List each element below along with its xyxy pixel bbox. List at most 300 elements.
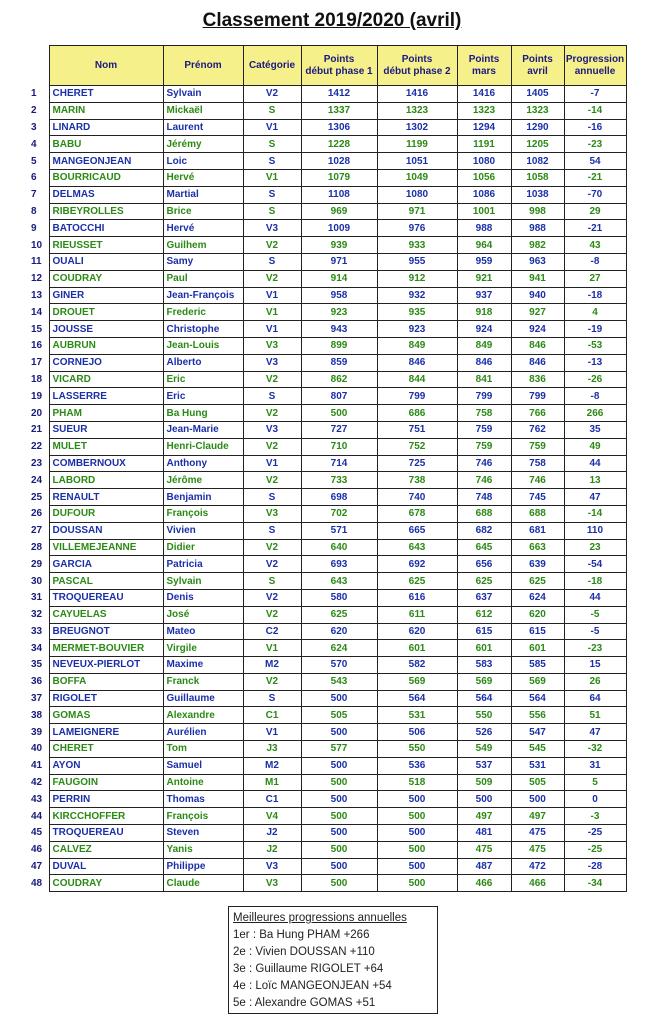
col-header-points-mars: Points mars bbox=[457, 46, 511, 86]
table-row bbox=[27, 321, 626, 338]
col-header-nom: Nom bbox=[49, 46, 163, 86]
points-phase2-cell: 601 bbox=[377, 640, 457, 657]
points-phase1-cell: 693 bbox=[301, 556, 377, 573]
table-row bbox=[27, 421, 626, 438]
categorie-cell: J2 bbox=[243, 825, 301, 842]
points-avril-cell: 681 bbox=[511, 522, 564, 539]
points-avril-cell: 963 bbox=[511, 253, 564, 270]
points-phase2-cell: 932 bbox=[377, 287, 457, 304]
points-mars-cell: 1080 bbox=[457, 153, 511, 170]
col-header-points-phase1: Points début phase 1 bbox=[301, 46, 377, 86]
nom-cell: LAMEIGNERE bbox=[49, 724, 163, 741]
progression-cell: 44 bbox=[564, 589, 626, 606]
points-phase2-cell: 1416 bbox=[377, 86, 457, 103]
prenom-cell: Sylvain bbox=[163, 573, 243, 590]
categorie-cell: V3 bbox=[243, 337, 301, 354]
rank-cell: 29 bbox=[31, 558, 43, 570]
points-phase1-cell: 1009 bbox=[301, 220, 377, 237]
categorie-cell: V3 bbox=[243, 858, 301, 875]
rank-cell: 43 bbox=[31, 793, 43, 805]
nom-cell: MULET bbox=[49, 438, 163, 455]
progression-cell: -53 bbox=[564, 337, 626, 354]
points-avril-cell: 615 bbox=[511, 623, 564, 640]
points-mars-cell: 645 bbox=[457, 539, 511, 556]
points-phase1-cell: 899 bbox=[301, 337, 377, 354]
points-phase1-cell: 714 bbox=[301, 455, 377, 472]
points-mars-cell: 475 bbox=[457, 841, 511, 858]
table-row bbox=[27, 724, 626, 741]
points-mars-cell: 846 bbox=[457, 354, 511, 371]
prenom-cell: Jean-François bbox=[163, 287, 243, 304]
prenom-cell: Hervé bbox=[163, 169, 243, 186]
table-row bbox=[27, 354, 626, 371]
points-phase1-cell: 1412 bbox=[301, 86, 377, 103]
table-row bbox=[27, 573, 626, 590]
prenom-cell: Antoine bbox=[163, 774, 243, 791]
points-phase2-cell: 582 bbox=[377, 657, 457, 674]
points-mars-cell: 849 bbox=[457, 337, 511, 354]
table-row bbox=[27, 455, 626, 472]
rank-cell: 44 bbox=[31, 810, 43, 822]
rank-cell: 35 bbox=[31, 659, 43, 671]
points-phase1-cell: 1228 bbox=[301, 136, 377, 153]
rank-cell: 37 bbox=[31, 693, 43, 705]
points-phase1-cell: 923 bbox=[301, 304, 377, 321]
points-avril-cell: 545 bbox=[511, 741, 564, 758]
table-row bbox=[27, 102, 626, 119]
points-phase1-cell: 543 bbox=[301, 673, 377, 690]
points-phase1-cell: 500 bbox=[301, 724, 377, 741]
nom-cell: BOURRICAUD bbox=[49, 169, 163, 186]
rank-cell: 47 bbox=[31, 861, 43, 873]
categorie-cell: V2 bbox=[243, 270, 301, 287]
points-mars-cell: 746 bbox=[457, 472, 511, 489]
categorie-cell: V4 bbox=[243, 808, 301, 825]
nom-cell: TROQUEREAU bbox=[49, 589, 163, 606]
rank-cell: 33 bbox=[31, 625, 43, 637]
nom-cell: COMBERNOUX bbox=[49, 455, 163, 472]
points-avril-cell: 620 bbox=[511, 606, 564, 623]
progression-cell: -8 bbox=[564, 388, 626, 405]
points-avril-cell: 940 bbox=[511, 287, 564, 304]
nom-cell: LINARD bbox=[49, 119, 163, 136]
points-avril-cell: 1038 bbox=[511, 186, 564, 203]
table-row bbox=[27, 169, 626, 186]
points-phase1-cell: 1306 bbox=[301, 119, 377, 136]
points-mars-cell: 1191 bbox=[457, 136, 511, 153]
categorie-cell: C1 bbox=[243, 707, 301, 724]
rank-cell: 22 bbox=[31, 441, 43, 453]
points-avril-cell: 762 bbox=[511, 421, 564, 438]
points-phase1-cell: 971 bbox=[301, 253, 377, 270]
progression-cell: -21 bbox=[564, 220, 626, 237]
points-mars-cell: 615 bbox=[457, 623, 511, 640]
categorie-cell: V2 bbox=[243, 438, 301, 455]
nom-cell: RIBEYROLLES bbox=[49, 203, 163, 220]
rank-cell: 45 bbox=[31, 827, 43, 839]
points-phase1-cell: 643 bbox=[301, 573, 377, 590]
points-mars-cell: 1086 bbox=[457, 186, 511, 203]
categorie-cell: M2 bbox=[243, 657, 301, 674]
progression-cell: 4 bbox=[564, 304, 626, 321]
points-phase2-cell: 550 bbox=[377, 741, 457, 758]
categorie-cell: V3 bbox=[243, 875, 301, 892]
points-phase1-cell: 500 bbox=[301, 690, 377, 707]
prenom-cell: Thomas bbox=[163, 791, 243, 808]
categorie-cell: V2 bbox=[243, 673, 301, 690]
table-row bbox=[27, 371, 626, 388]
points-phase1-cell: 500 bbox=[301, 808, 377, 825]
points-avril-cell: 746 bbox=[511, 472, 564, 489]
table-row bbox=[27, 825, 626, 842]
points-avril-cell: 500 bbox=[511, 791, 564, 808]
points-phase1-cell: 702 bbox=[301, 505, 377, 522]
nom-cell: TROQUEREAU bbox=[49, 825, 163, 842]
points-phase1-cell: 807 bbox=[301, 388, 377, 405]
categorie-cell: V2 bbox=[243, 539, 301, 556]
prenom-cell: Guillaume bbox=[163, 690, 243, 707]
points-phase1-cell: 580 bbox=[301, 589, 377, 606]
points-phase2-cell: 752 bbox=[377, 438, 457, 455]
rank-cell: 30 bbox=[31, 575, 43, 587]
progression-cell: 13 bbox=[564, 472, 626, 489]
progression-cell: -28 bbox=[564, 858, 626, 875]
points-mars-cell: 924 bbox=[457, 321, 511, 338]
prenom-cell: Ba Hung bbox=[163, 405, 243, 422]
progression-cell: -34 bbox=[564, 875, 626, 892]
rank-cell: 16 bbox=[31, 340, 43, 352]
nom-cell: BREUGNOT bbox=[49, 623, 163, 640]
points-mars-cell: 637 bbox=[457, 589, 511, 606]
points-phase1-cell: 500 bbox=[301, 774, 377, 791]
nom-cell: PERRIN bbox=[49, 791, 163, 808]
points-phase1-cell: 943 bbox=[301, 321, 377, 338]
points-phase2-cell: 799 bbox=[377, 388, 457, 405]
points-mars-cell: 656 bbox=[457, 556, 511, 573]
points-avril-cell: 564 bbox=[511, 690, 564, 707]
points-mars-cell: 549 bbox=[457, 741, 511, 758]
points-phase1-cell: 733 bbox=[301, 472, 377, 489]
categorie-cell: V2 bbox=[243, 556, 301, 573]
nom-cell: JOUSSE bbox=[49, 321, 163, 338]
col-header-points-avril: Points avril bbox=[511, 46, 564, 86]
points-avril-cell: 639 bbox=[511, 556, 564, 573]
prenom-cell: Yanis bbox=[163, 841, 243, 858]
points-phase2-cell: 686 bbox=[377, 405, 457, 422]
points-avril-cell: 569 bbox=[511, 673, 564, 690]
table-row bbox=[27, 86, 626, 103]
rank-cell: 2 bbox=[31, 105, 37, 117]
points-mars-cell: 466 bbox=[457, 875, 511, 892]
rank-cell: 31 bbox=[31, 592, 43, 604]
prenom-cell: Virgile bbox=[163, 640, 243, 657]
points-phase2-cell: 844 bbox=[377, 371, 457, 388]
prenom-cell: François bbox=[163, 808, 243, 825]
prenom-cell: Anthony bbox=[163, 455, 243, 472]
nom-cell: OUALI bbox=[49, 253, 163, 270]
points-phase2-cell: 500 bbox=[377, 875, 457, 892]
points-mars-cell: 964 bbox=[457, 237, 511, 254]
points-mars-cell: 1056 bbox=[457, 169, 511, 186]
categorie-cell: S bbox=[243, 522, 301, 539]
prenom-cell: Laurent bbox=[163, 119, 243, 136]
nom-cell: BATOCCHI bbox=[49, 220, 163, 237]
progression-cell: 23 bbox=[564, 539, 626, 556]
categorie-cell: V2 bbox=[243, 86, 301, 103]
nom-cell: RIEUSSET bbox=[49, 237, 163, 254]
nom-cell: COUDRAY bbox=[49, 270, 163, 287]
progression-cell: -5 bbox=[564, 606, 626, 623]
nom-cell: GINER bbox=[49, 287, 163, 304]
header-row bbox=[27, 46, 626, 86]
nom-cell: CHERET bbox=[49, 741, 163, 758]
progression-cell: -5 bbox=[564, 623, 626, 640]
points-avril-cell: 556 bbox=[511, 707, 564, 724]
points-avril-cell: 998 bbox=[511, 203, 564, 220]
rank-cell: 38 bbox=[31, 709, 43, 721]
points-phase2-cell: 1049 bbox=[377, 169, 457, 186]
prenom-cell: Guilhem bbox=[163, 237, 243, 254]
prenom-cell: Frederic bbox=[163, 304, 243, 321]
points-phase1-cell: 620 bbox=[301, 623, 377, 640]
progression-cell: -19 bbox=[564, 321, 626, 338]
points-phase2-cell: 506 bbox=[377, 724, 457, 741]
points-phase1-cell: 862 bbox=[301, 371, 377, 388]
points-avril-cell: 497 bbox=[511, 808, 564, 825]
points-mars-cell: 601 bbox=[457, 640, 511, 657]
points-avril-cell: 505 bbox=[511, 774, 564, 791]
categorie-cell: J2 bbox=[243, 841, 301, 858]
nom-cell: SUEUR bbox=[49, 421, 163, 438]
progression-cell: -7 bbox=[564, 86, 626, 103]
points-avril-cell: 1058 bbox=[511, 169, 564, 186]
categorie-cell: V2 bbox=[243, 371, 301, 388]
points-phase2-cell: 500 bbox=[377, 791, 457, 808]
prenom-cell: Alberto bbox=[163, 354, 243, 371]
points-phase2-cell: 500 bbox=[377, 825, 457, 842]
points-phase2-cell: 923 bbox=[377, 321, 457, 338]
rank-cell: 1 bbox=[31, 88, 37, 100]
points-mars-cell: 758 bbox=[457, 405, 511, 422]
categorie-cell: C1 bbox=[243, 791, 301, 808]
best-progressions-title: Meilleures progressions annuelles bbox=[233, 912, 407, 924]
rank-cell: 4 bbox=[31, 138, 37, 150]
rank-cell: 15 bbox=[31, 323, 43, 335]
prenom-cell: Jean-Marie bbox=[163, 421, 243, 438]
rank-cell: 17 bbox=[31, 357, 43, 369]
prenom-cell: Mateo bbox=[163, 623, 243, 640]
points-phase1-cell: 625 bbox=[301, 606, 377, 623]
progression-cell: 31 bbox=[564, 757, 626, 774]
progression-cell: -23 bbox=[564, 640, 626, 657]
categorie-cell: S bbox=[243, 690, 301, 707]
table-row bbox=[27, 405, 626, 422]
categorie-cell: V1 bbox=[243, 321, 301, 338]
nom-cell: DROUET bbox=[49, 304, 163, 321]
prenom-cell: Brice bbox=[163, 203, 243, 220]
points-avril-cell: 1290 bbox=[511, 119, 564, 136]
prenom-cell: Claude bbox=[163, 875, 243, 892]
prenom-cell: Maxime bbox=[163, 657, 243, 674]
categorie-cell: V1 bbox=[243, 287, 301, 304]
points-avril-cell: 1205 bbox=[511, 136, 564, 153]
progression-cell: -8 bbox=[564, 253, 626, 270]
table-row bbox=[27, 337, 626, 354]
col-header-points-phase2: Points début phase 2 bbox=[377, 46, 457, 86]
progression-cell: 15 bbox=[564, 657, 626, 674]
nom-cell: DUVAL bbox=[49, 858, 163, 875]
points-phase2-cell: 1051 bbox=[377, 153, 457, 170]
table-row bbox=[27, 791, 626, 808]
points-avril-cell: 982 bbox=[511, 237, 564, 254]
categorie-cell: V2 bbox=[243, 606, 301, 623]
nom-cell: RENAULT bbox=[49, 489, 163, 506]
best-progression-line: 1er : Ba Hung PHAM +266 bbox=[233, 929, 370, 941]
table-row bbox=[27, 119, 626, 136]
progression-cell: -25 bbox=[564, 825, 626, 842]
best-progression-line: 2e : Vivien DOUSSAN +110 bbox=[233, 946, 375, 958]
nom-cell: LABORD bbox=[49, 472, 163, 489]
points-phase2-cell: 971 bbox=[377, 203, 457, 220]
nom-cell: VICARD bbox=[49, 371, 163, 388]
points-mars-cell: 799 bbox=[457, 388, 511, 405]
categorie-cell: V3 bbox=[243, 421, 301, 438]
rank-cell: 27 bbox=[31, 525, 43, 537]
points-mars-cell: 988 bbox=[457, 220, 511, 237]
categorie-cell: M1 bbox=[243, 774, 301, 791]
points-mars-cell: 688 bbox=[457, 505, 511, 522]
progression-cell: -70 bbox=[564, 186, 626, 203]
points-phase2-cell: 536 bbox=[377, 757, 457, 774]
rank-cell: 36 bbox=[31, 676, 43, 688]
progression-cell: 27 bbox=[564, 270, 626, 287]
points-phase2-cell: 518 bbox=[377, 774, 457, 791]
categorie-cell: S bbox=[243, 489, 301, 506]
points-phase1-cell: 500 bbox=[301, 825, 377, 842]
points-phase1-cell: 570 bbox=[301, 657, 377, 674]
rank-cell: 18 bbox=[31, 373, 43, 385]
nom-cell: MANGEONJEAN bbox=[49, 153, 163, 170]
prenom-cell: Jérôme bbox=[163, 472, 243, 489]
rank-cell: 8 bbox=[31, 205, 37, 217]
rank-cell: 23 bbox=[31, 457, 43, 469]
prenom-cell: Philippe bbox=[163, 858, 243, 875]
progression-cell: 26 bbox=[564, 673, 626, 690]
progression-cell: -16 bbox=[564, 119, 626, 136]
rank-cell: 34 bbox=[31, 642, 43, 654]
points-phase1-cell: 727 bbox=[301, 421, 377, 438]
table-row bbox=[27, 438, 626, 455]
points-mars-cell: 500 bbox=[457, 791, 511, 808]
nom-cell: CORNEJO bbox=[49, 354, 163, 371]
points-mars-cell: 1294 bbox=[457, 119, 511, 136]
categorie-cell: V1 bbox=[243, 724, 301, 741]
table-row bbox=[27, 640, 626, 657]
points-phase2-cell: 955 bbox=[377, 253, 457, 270]
points-avril-cell: 1082 bbox=[511, 153, 564, 170]
nom-cell: COUDRAY bbox=[49, 875, 163, 892]
prenom-cell: Hervé bbox=[163, 220, 243, 237]
categorie-cell: S bbox=[243, 388, 301, 405]
categorie-cell: V1 bbox=[243, 455, 301, 472]
ranking-table bbox=[27, 45, 627, 892]
points-phase2-cell: 665 bbox=[377, 522, 457, 539]
prenom-cell: Patricia bbox=[163, 556, 243, 573]
points-phase2-cell: 912 bbox=[377, 270, 457, 287]
prenom-cell: Steven bbox=[163, 825, 243, 842]
points-mars-cell: 612 bbox=[457, 606, 511, 623]
table-row bbox=[27, 606, 626, 623]
rank-cell: 11 bbox=[31, 256, 42, 268]
points-phase2-cell: 849 bbox=[377, 337, 457, 354]
nom-cell: LASSERRE bbox=[49, 388, 163, 405]
progression-cell: 110 bbox=[564, 522, 626, 539]
table-row bbox=[27, 505, 626, 522]
points-avril-cell: 846 bbox=[511, 354, 564, 371]
categorie-cell: V3 bbox=[243, 220, 301, 237]
points-mars-cell: 1416 bbox=[457, 86, 511, 103]
progression-cell: -14 bbox=[564, 102, 626, 119]
table-row bbox=[27, 472, 626, 489]
table-row bbox=[27, 186, 626, 203]
points-phase1-cell: 505 bbox=[301, 707, 377, 724]
points-phase2-cell: 1080 bbox=[377, 186, 457, 203]
table-row bbox=[27, 203, 626, 220]
prenom-cell: Samuel bbox=[163, 757, 243, 774]
points-mars-cell: 537 bbox=[457, 757, 511, 774]
rank-cell: 13 bbox=[31, 289, 43, 301]
prenom-cell: Alexandre bbox=[163, 707, 243, 724]
points-phase2-cell: 678 bbox=[377, 505, 457, 522]
points-phase2-cell: 1323 bbox=[377, 102, 457, 119]
categorie-cell: V1 bbox=[243, 304, 301, 321]
table-row bbox=[27, 858, 626, 875]
table-row bbox=[27, 153, 626, 170]
nom-cell: CAYUELAS bbox=[49, 606, 163, 623]
points-mars-cell: 748 bbox=[457, 489, 511, 506]
points-avril-cell: 625 bbox=[511, 573, 564, 590]
points-mars-cell: 481 bbox=[457, 825, 511, 842]
points-phase1-cell: 1108 bbox=[301, 186, 377, 203]
rank-cell: 6 bbox=[31, 172, 37, 184]
prenom-cell: Tom bbox=[163, 741, 243, 758]
table-row bbox=[27, 774, 626, 791]
table-row bbox=[27, 875, 626, 892]
points-phase2-cell: 620 bbox=[377, 623, 457, 640]
points-mars-cell: 526 bbox=[457, 724, 511, 741]
categorie-cell: V3 bbox=[243, 354, 301, 371]
rank-cell: 5 bbox=[31, 155, 37, 167]
progression-cell: -32 bbox=[564, 741, 626, 758]
points-phase1-cell: 500 bbox=[301, 875, 377, 892]
points-mars-cell: 841 bbox=[457, 371, 511, 388]
points-mars-cell: 569 bbox=[457, 673, 511, 690]
nom-cell: GARCIA bbox=[49, 556, 163, 573]
best-progressions-box bbox=[228, 906, 438, 1014]
progression-cell: -18 bbox=[564, 573, 626, 590]
points-avril-cell: 759 bbox=[511, 438, 564, 455]
points-phase2-cell: 625 bbox=[377, 573, 457, 590]
points-avril-cell: 663 bbox=[511, 539, 564, 556]
prenom-cell: François bbox=[163, 505, 243, 522]
points-phase1-cell: 1337 bbox=[301, 102, 377, 119]
points-phase1-cell: 500 bbox=[301, 757, 377, 774]
prenom-cell: Benjamin bbox=[163, 489, 243, 506]
nom-cell: AUBRUN bbox=[49, 337, 163, 354]
points-phase2-cell: 976 bbox=[377, 220, 457, 237]
rank-cell: 19 bbox=[31, 390, 43, 402]
categorie-cell: S bbox=[243, 136, 301, 153]
